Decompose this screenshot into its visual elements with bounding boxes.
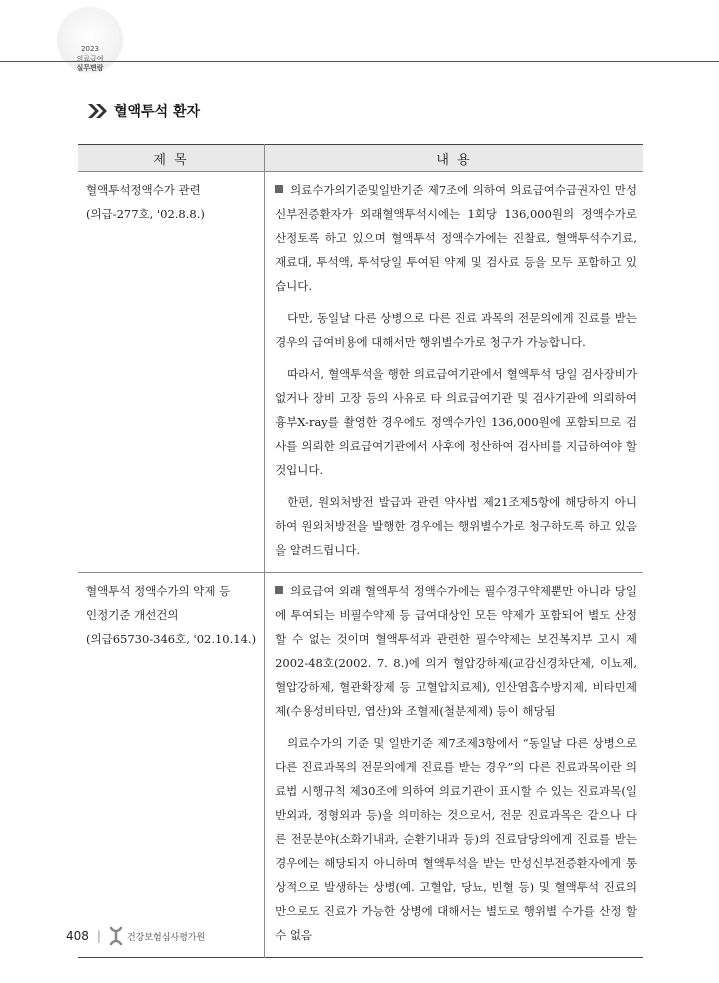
emblem-title-line2: 실무편람 [76,64,104,72]
header-content-column: 내 용 [265,145,643,172]
table-row [78,573,643,958]
square-bullet-icon [275,185,283,193]
square-bullet-icon [275,586,283,594]
row-title-line: 혈액투석정액수가 관련 [86,183,201,197]
content-paragraph: 따라서, 혈액투석을 행한 의료급여기관에서 혈액투석 당일 검사장비가 없거나 장비 고장 등의 사유로 타 의료급여기관 및 검사기관에 의뢰하여 흉부X-ray를 촬영한 경우에도 정액수가인 136,000원에 포함되므로 검사를 의뢰한 의료급여기관에서 사후에 정산하여 검사비를 지급하여야 할 것입니다. [275,367,637,477]
emblem-year: 2023 [81,45,99,53]
org-name: 건강보험심사평가원 [126,932,206,943]
content-table [78,144,643,958]
row-title-line: 인정기준 개선건의 [86,608,179,622]
row-title-ref: (의급-277호, '02.8.8.) [86,207,205,221]
row-title-cell [78,172,265,573]
table-header-row [78,145,643,172]
page-number: 408 [66,929,89,943]
double-chevron-right-icon [88,104,108,118]
section-title: 혈액투석 환자 [114,104,201,120]
header-emblem [58,8,122,72]
paragraph-text: 의료급여 외래 혈액투석 정액수가에는 필수경구약제뿐만 아니라 당일에 투여되는 비필수약제 등 급여대상인 모든 약제가 포함되어 별도 산정할 수 없는 것이며 혈액투석과 관련한 필수약제는 보건복지부 고시 제2002-48호(2002. 7. 8.)에 의거 혈압강하제(교감신경차단제, 이뇨제, 혈압강하제, 혈관확장제 등 고혈압치료제), 인산염흡수방지제, 비타민제제(수용성비타민, 엽산)와 조혈제(철분제제) 등이 해당됨 [275,584,637,718]
content-paragraph: 한편, 원외처방전 발급과 관련 약사법 제21조제5항에 해당하지 아니하여 원외처방전을 발행한 경우에는 행위별수가로 청구하도록 하고 있음을 알려드립니다. [275,495,637,557]
content-paragraph [275,178,637,298]
table-row [78,172,643,573]
content-paragraph: 다만, 동일날 다른 상병으로 다른 진료 과목의 전문의에게 진료를 받는 경우의 급여비용에 대해서만 행위별수가로 청구가 가능합니다. [275,311,637,349]
hira-logo-icon [109,926,123,946]
content-paragraph: 의료수가의 기준 및 일반기준 제7조제3항에서 “동일날 다른 상병으로 다른 진료과목의 전문의에게 진료를 받는 경우”의 다른 진료과목이란 의료법 시행규칙 제30조에 의하여 의료기관이 표시할 수 있는 진료과목(일반외과, 정형외과 등)을 의미하는 것으로서, 전문 진료과목은 같으나 다른 전문분야(소화기내과, 순환기내과 등)의 진료담당의에게 진료를 받는 경우에는 해당되지 아니하며 혈액투석을 받는 만성신부전증환자에게 통상적으로 발생하는 상병(예. 고혈압, 당뇨, 빈혈 등) 및 혈액투석 진료의 만으로도 진료가 가능한 상병에 대해서는 별도로 행위별 수가를 산정 할 수 없음 [275,736,637,942]
row-title-line: 혈액투석 정액수가의 약제 등 [86,584,231,598]
header-title-column: 제 목 [78,145,265,172]
row-title-ref: (의급65730-346호, '02.10.14.) [86,632,257,646]
section-heading [88,101,200,121]
row-content-cell [265,573,643,958]
row-content-cell [265,172,643,573]
page-footer [66,926,205,946]
emblem-title-line1: 의료급여 [76,55,104,63]
row-title-cell [78,573,265,958]
header-rule [0,61,719,62]
footer-separator: | [96,929,101,943]
content-paragraph [275,579,637,723]
paragraph-text: 의료수가의기준및일반기준 제7조에 의하여 의료급여수급권자인 만성신부전증환자가 외래혈액투석시에는 1회당 136,000원의 정액수가로 산정토록 하고 있으며 혈액투석 정액수가에는 진찰료, 혈액투석수기료, 재료대, 투석액, 투석당일 투여된 약제 및 검사료 등을 모두 포함하고 있습니다. [275,183,637,293]
